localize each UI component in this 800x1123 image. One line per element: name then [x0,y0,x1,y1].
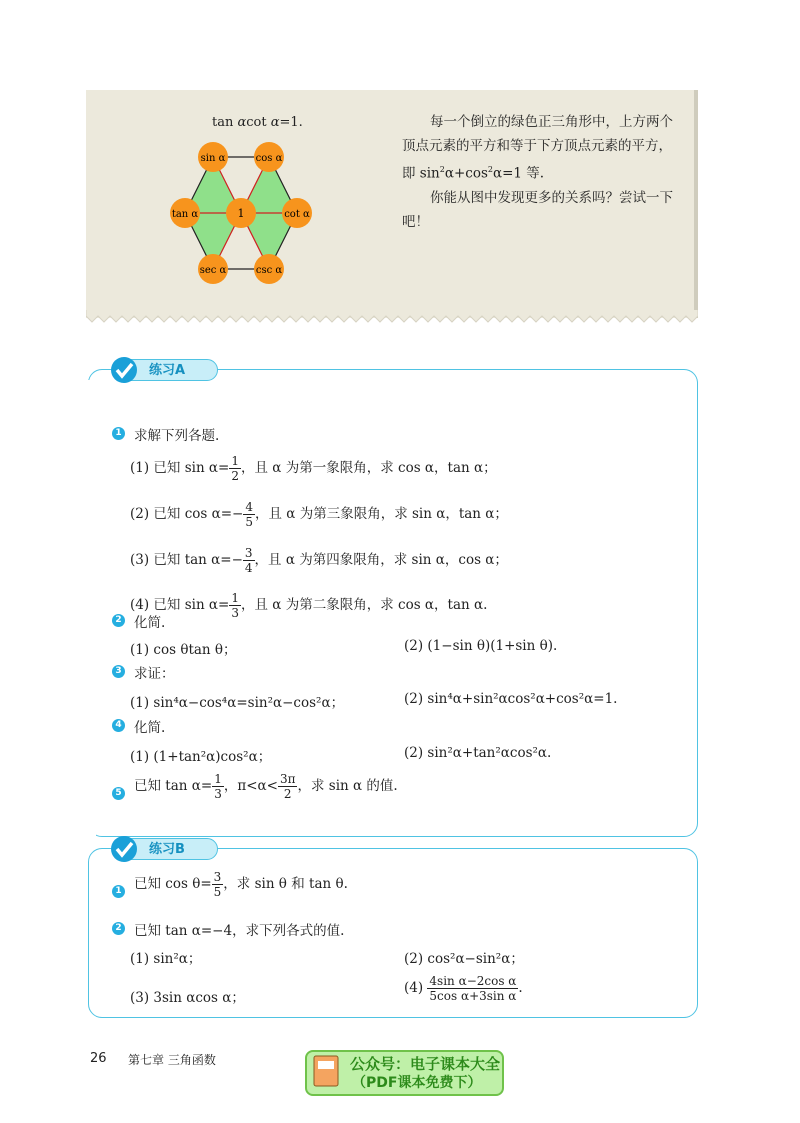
chapter-title: 第七章 三角函数 [128,1053,216,1067]
intro-text [402,110,684,234]
reciprocal-formula: tan αcot α=1. [212,115,303,130]
exa-q4-1: (1) (1+tan²α)cos²α； [130,749,272,765]
exb-q2-4: (4) $\frac{\text{4sin α−2cos α}}{\text{5cos α+3sin α}}$ . [404,974,523,1003]
exb-q2: 已知 tan α=−4，求下列各式的值. [134,923,345,939]
node-sin: sin α [200,153,226,164]
exa-q2-1: (1) cos θtan θ； [130,642,237,658]
exa-q4-2: (2) sin²α+tan²αcos²α. [404,745,552,761]
exa-q1-3: (3) 已知 tan α=− $\frac{3}{4}$ ，且 α 为第四象限角，求 sin α，cos α； [130,546,508,575]
node-sec: sec α [199,265,227,276]
exa-q3-1: (1) sin⁴α−cos⁴α=sin²α−cos²α； [130,695,345,711]
question-number: 1 [112,885,125,898]
exa-q2-2: (2) (1−sin θ)(1+sin θ). [404,638,558,654]
question-number: 4 [112,719,125,732]
book-icon [312,1054,342,1088]
exa-q1-4: (4) 已知 sin α= $\frac{1}{3}$ ，且 α 为第二象限角，求 cos α，tan α. [130,591,488,620]
node-cot: cot α [284,209,310,220]
node-center: 1 [237,207,245,220]
exb-q2-1: (1) sin²α； [130,951,202,967]
exb-q1: 已知 cos θ= $\frac{3}{5}$ ，求 sin θ 和 tan θ. [134,870,348,899]
exercise-b-tab: 练习B [112,838,218,860]
exa-q2: 化简. [134,615,166,631]
trig-hexagon-diagram [150,135,350,295]
question-number: 5 [112,787,125,800]
node-tan: tan α [171,209,199,220]
check-icon [109,834,139,864]
page-number: 26 [90,1051,107,1066]
intro-para-2: 你能从图中发现更多的关系吗？尝试一下吧！ [402,189,673,230]
question-number: 3 [112,665,125,678]
stamp-line-2: （PDF课本免费下） [352,1075,482,1091]
exa-q1-2: (2) 已知 cos α=− $\frac{4}{5}$ ，且 α 为第三象限角，求 sin α，tan α； [130,500,508,529]
exa-q3-2: (2) sin⁴α+sin²αcos²α+cos²α=1. [404,691,618,707]
exb-q2-3: (3) 3sin αcos α； [130,990,245,1006]
exb-q2-2: (2) cos²α−sin²α； [404,951,524,967]
exa-q4: 化简. [134,720,166,736]
exa-q1-1: (1) 已知 sin α= $\frac{1}{2}$ ，且 α 为第一象限角，求 cos α，tan α； [130,454,497,483]
exa-q5: 已知 tan α= $\frac{1}{3}$ ，π<α< $\frac{3\pi}{2}$ ，求 sin α 的值. [134,772,398,801]
exa-q1: 求解下列各题. [134,428,220,444]
intro-para-1: 每一个倒立的绿色正三角形中，上方两个顶点元素的平方和等于下方顶点元素的平方，即 $\sin^2\alpha+\cos^2\alpha=1$ 等. [402,114,673,182]
node-cos: cos α [255,153,283,164]
question-number: 2 [112,614,125,627]
exa-q3: 求证： [134,666,175,682]
exercise-a-tab: 练习A [112,359,218,381]
zigzag-edge [86,310,698,324]
question-number: 2 [112,922,125,935]
check-icon [109,355,139,385]
stamp-line-1: 公众号：电子课本大全 [350,1055,501,1073]
question-number: 1 [112,427,125,440]
node-csc: csc α [255,265,283,276]
